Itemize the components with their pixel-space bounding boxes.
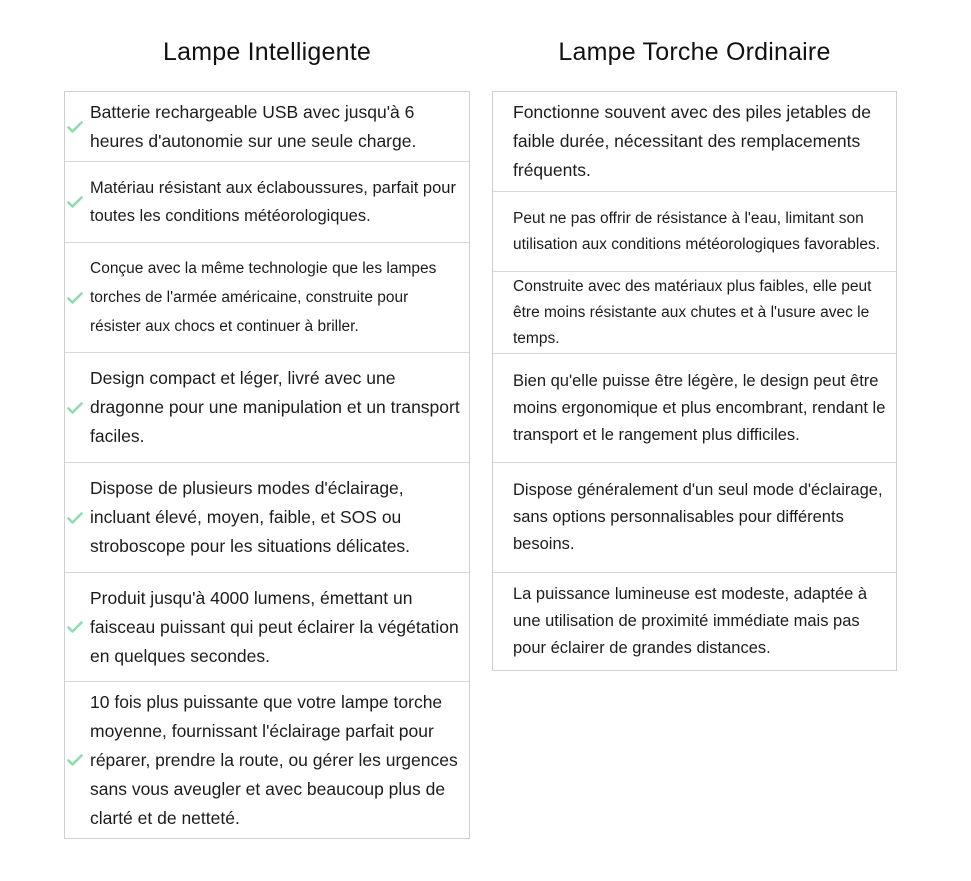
feature-text: Conçue avec la même technologie que les lampes torches de l'armée américaine, construite pour résister aux chocs et continuer à briller. xyxy=(90,260,437,335)
ordinary-torch-features-list xyxy=(492,91,897,671)
feature-row xyxy=(493,271,896,353)
feature-text: Matériau résistant aux éclaboussures, parfait pour toutes les conditions météorologiques. xyxy=(90,179,456,225)
column-title-smart-lamp: Lampe Intelligente xyxy=(163,38,371,66)
feature-row xyxy=(493,92,896,191)
feature-row xyxy=(493,462,896,572)
feature-row xyxy=(65,242,469,352)
feature-row xyxy=(65,161,469,242)
feature-text: Bien qu'elle puisse être légère, le design peut être moins ergonomique et plus encombrant, rendant le transport et le rangement plus difficiles. xyxy=(513,371,886,444)
checkmark-icon xyxy=(67,512,83,526)
checkmark-icon xyxy=(67,121,83,135)
column-title-ordinary-torch: Lampe Torche Ordinaire xyxy=(558,38,831,66)
feature-text: Design compact et léger, livré avec une dragonne pour une manipulation et un transport faciles. xyxy=(90,368,460,446)
feature-text: 10 fois plus puissante que votre lampe torche moyenne, fournissant l'éclairage parfait pour réparer, prendre la route, ou gérer les urgences sans vous aveugler et avec beaucoup plus de clarté et de netteté. xyxy=(90,691,458,828)
feature-text: Construite avec des matériaux plus faibles, elle peut être moins résistante aux chutes et à l'usure avec le temps. xyxy=(513,277,872,347)
feature-row xyxy=(65,352,469,462)
feature-row xyxy=(65,92,469,161)
feature-text: Produit jusqu'à 4000 lumens, émettant un faisceau puissant qui peut éclairer la végétation en quelques secondes. xyxy=(90,587,459,666)
feature-text: Batterie rechargeable USB avec jusqu'à 6 heures d'autonomie sur une seule charge. xyxy=(90,101,417,151)
feature-text: La puissance lumineuse est modeste, adaptée à une utilisation de proximité immédiate mais pas pour éclairer de grandes distances. xyxy=(513,585,868,657)
checkmark-icon xyxy=(67,402,83,416)
feature-text: Dispose de plusieurs modes d'éclairage, incluant élevé, moyen, faible, et SOS ou stroboscope pour les situations délicates. xyxy=(90,478,411,556)
feature-text: Fonctionne souvent avec des piles jetables de faible durée, nécessitant des remplacements fréquents. xyxy=(513,102,872,180)
checkmark-icon xyxy=(67,196,83,210)
feature-row xyxy=(493,353,896,462)
smart-lamp-features-list xyxy=(64,91,470,839)
checkmark-icon xyxy=(67,292,83,306)
feature-text: Peut ne pas offrir de résistance à l'eau, limitant son utilisation aux conditions météorologiques favorables. xyxy=(513,209,881,253)
feature-row xyxy=(493,191,896,271)
checkmark-icon xyxy=(67,621,83,635)
feature-row xyxy=(493,572,896,670)
feature-row xyxy=(65,462,469,572)
checkmark-icon xyxy=(67,754,83,768)
feature-row xyxy=(65,572,469,681)
feature-row xyxy=(65,681,469,838)
feature-text: Dispose généralement d'un seul mode d'éclairage, sans options personnalisables pour différents besoins. xyxy=(513,481,883,553)
